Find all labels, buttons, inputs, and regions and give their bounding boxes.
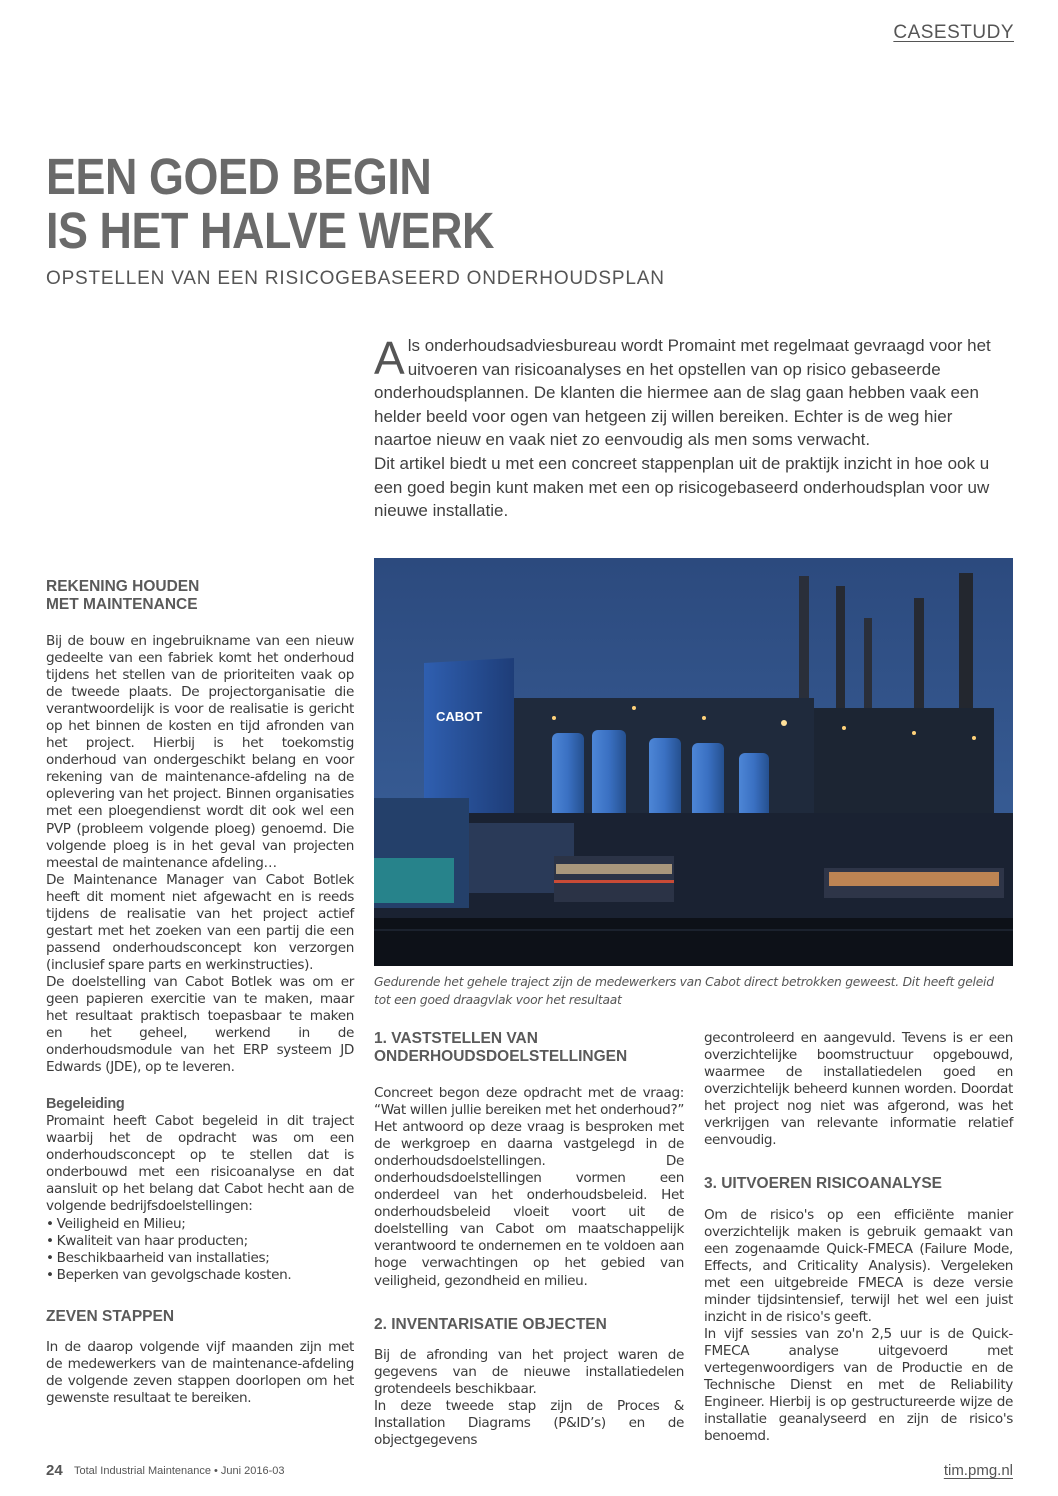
paragraph: Om de risico's op een efficiënte manier overzichtelijk maken is gebruik gemaakt van een zogenaamde Quick-FMECA (Failure Mode, Effects, and Criticality Analysis). Vergeleken met een uitgebreide FMECA is deze versie minder tijdsintensief, terwijl het wel een juist inzicht in de risico's geeft.: [704, 1206, 1013, 1326]
intro-text-2: Dit artikel biedt u met een concreet stappenplan uit de praktijk inzicht in hoe ook u een goed begin kunt maken met een op risicogebaseerd onderhoudsplan voor uw nieuwe installatie.: [374, 453, 990, 521]
paragraph: Concreet begon deze opdracht met de vraag: “Wat willen jullie bereiken met het onderhoud?” Het antwoord op deze vraag is besproken met de werkgroep en daarna vastgelegd in de onderhoudsdoelstellingen. De onderhoudsdoelstellingen vormen een onderdeel van het onderhoudsbeleid. Het onderhoudsbeleid vloeit voort uit de doelstelling van Cabot om maatschappelijk verantwoord te ondernemen en te voldoen aan hoge verwachtingen op het gebied van veiligheid, gezondheid en milieu.: [374, 1085, 685, 1289]
paragraph: Bij de afronding van het project waren de gegevens van de nieuwe installatiedelen grotendeels beschikbaar.: [374, 1347, 684, 1398]
page-footer: [46, 1462, 1013, 1482]
article-subtitle: OPSTELLEN VAN EEN RISICOGEBASEERD ONDERHOUDSPLAN: [46, 268, 665, 289]
left-column: [46, 578, 354, 1407]
heading-step-3: 3. UITVOEREN RISICOANALYSE: [704, 1175, 943, 1193]
photo-caption: Gedurende het gehele traject zijn de medewerkers van Cabot direct betrokken geweest. Dit heeft geleid tot een goed draagvlak voor het resultaat: [374, 975, 994, 1007]
intro-paragraph: [374, 334, 1014, 523]
website-link[interactable]: tim.pmg.nl: [943, 1462, 1013, 1479]
publication-info: Total Industrial Maintenance • Juni 2016-03: [74, 1465, 285, 1477]
factory-photo: [374, 558, 1013, 966]
list-item: • Veiligheid en Milieu;: [46, 1216, 354, 1233]
page-number: 24: [46, 1462, 63, 1479]
list-item: • Beschikbaarheid van installaties;: [46, 1250, 354, 1267]
paragraph: In deze tweede stap zijn de Proces & Installation Diagrams (P&ID’s) en de objectgegevens: [374, 1398, 684, 1449]
drop-cap: A: [374, 332, 405, 384]
section-label: CASESTUDY: [893, 22, 1014, 43]
list-item: • Beperken van gevolgschade kosten.: [46, 1267, 354, 1284]
paragraph: Promaint heeft Cabot begeleid in dit traject waarbij het de opdracht was om een onderhoudsconcept op te stellen dat is onderbouwd met een risicoanalyse en dat aansluit op het belang dat Cabot hecht aan de volgende bedrijfsdoelstellingen:: [46, 1113, 354, 1215]
subheading-begeleiding: Begeleiding: [46, 1096, 125, 1113]
list-item: • Kwaliteit van haar producten;: [46, 1233, 354, 1250]
intro-text-1: ls onderhoudsadviesbureau wordt Promaint met regelmaat gevraagd voor het uitvoeren van risicoanalyses en het opstellen van op risico gebaseerde onderhoudsplannen. De klanten die hiermee aan de slag gaan hebben vaak een helder beeld voor ogen van hetgeen zij willen bereiken. Echter is de weg hier naartoe nieuw en vaak niet zo eenvoudig als men soms verwacht.: [374, 336, 991, 450]
heading-step-2: 2. INVENTARISATIE OBJECTEN: [374, 1315, 607, 1333]
heading-step-1: 1. VASTSTELLEN VAN ONDERHOUDSDOELSTELLINGEN: [374, 1030, 628, 1065]
middle-column: [374, 1030, 684, 1449]
paragraph: In de daarop volgende vijf maanden zijn met de medewerkers van de maintenance-afdeling de volgende zeven stappen doorlopen om het gewenste resultaat te bereiken.: [46, 1339, 354, 1407]
title-line-1: EEN GOED BEGIN: [46, 148, 432, 205]
right-column: [704, 1030, 1013, 1445]
heading-rekening: REKENING HOUDEN MET MAINTENANCE: [46, 578, 200, 613]
paragraph: Bij de bouw en ingebruikname van een nieuw gedeelte van een fabriek komt het onderhoud tijdens het stellen van de prioriteiten vaak op de tweede plaats. De projectorganisatie die verantwoordelijk is voor de realisatie is gericht op het binnen de kosten en tijd afronden van het project. Hierbij is het toekomstig onderhoud van ondergeschikt belang en voor rekening van de maintenance-afdeling na de oplevering van het project. Binnen organisaties met een ploegendienst wordt dit ook wel een PVP (probleem volgende ploeg) genoemd. Die volgende ploeg is in het geval van projecten meestal de maintenance afdeling…: [46, 633, 354, 871]
paragraph: In vijf sessies van zo'n 2,5 uur is de Quick-FMECA analyse uitgevoerd met vertegenwoordigers van de Productie en de Technische Dienst en met de Reliability Engineer. Hierbij is op gestructureerde wijze de installatie geanalyseerd en zijn de risico's benoemd.: [704, 1326, 1013, 1445]
heading-zeven-stappen: ZEVEN STAPPEN: [46, 1307, 175, 1325]
paragraph: De doelstelling van Cabot Botlek was om er geen papieren exercitie van te maken, maar het resultaat praktisch toepasbaar te maken en het geheel, werkend in de onderhoudsmodule van het ERP systeem JD Edwards (JDE), op te leveren.: [46, 973, 354, 1076]
cabot-sign: CABOT: [436, 709, 483, 724]
title-line-2: IS HET HALVE WERK: [46, 202, 494, 259]
goal-list: [46, 1216, 354, 1284]
article-title: [46, 150, 662, 258]
paragraph: gecontroleerd en aangevuld. Tevens is er een overzichtelijke boomstructuur opgebouwd, waarmee de installatiedelen goed en overzichtelijk beheerd kunnen worden. Doordat het project nog niet was afgerond, was het verkrijgen van relevante informatie relatief eenvoudig.: [704, 1030, 1013, 1149]
paragraph: De Maintenance Manager van Cabot Botlek heeft dit moment niet afgewacht en is reeds tijdens de realisatie van het project actief gestart met het zoeken van een partij die een passend onderhoudsconcept kon verzorgen (inclusief spare parts en werkinstructies).: [46, 871, 354, 973]
